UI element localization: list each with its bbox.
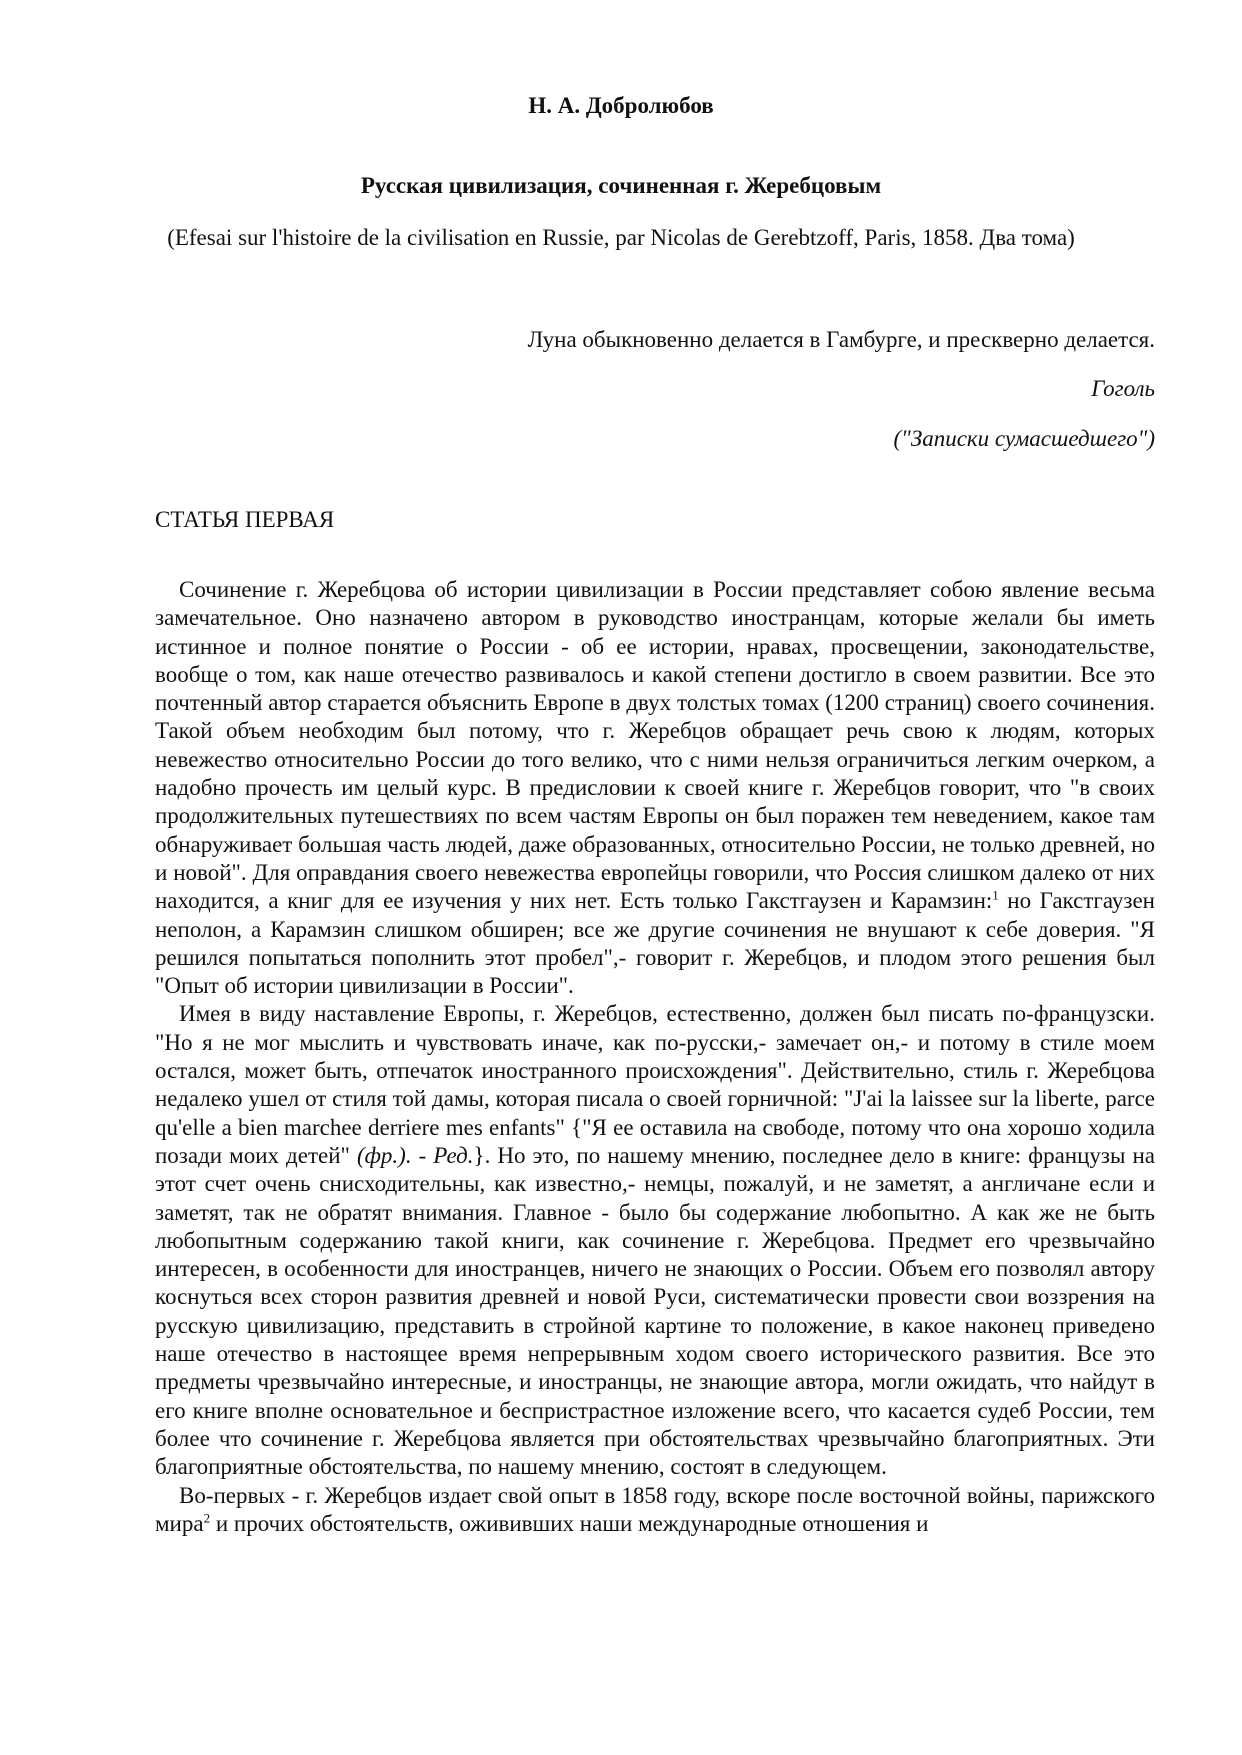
editor-note: (фр.). - Ред.: [356, 1142, 474, 1168]
article-subtitle: (Efesai sur l'histoire de la civilisation en Russie, par Nicolas de Gerebtzoff, Paris, 1858. Два тома): [167, 225, 1075, 250]
paragraph-3: [155, 1482, 1155, 1539]
paragraph-2-text-a: Имея в виду наставление Европы, г. Жеребцов, естественно, должен был писать по-французски. "Но я не мог мыслить и чувствовать иначе, как по-русски,- замечает он,- и потому в стиле моем остался, может быть, отпечаток иностранного происхождения". Действительно, стиль г. Жеребцова недалеко ушел от стиля той дамы, которая писала о своей горничной: "J'ai la laissee sur la liberte, parce qu'elle a bien marchee derriere mes enfants" {"Я ее оставила на свободе, потому что она хорошо ходила позади моих детей": [155, 1001, 1155, 1168]
paragraph-1-text-a: Сочинение г. Жеребцова об истории цивилизации в России представляет собою явление весьма замечательное. Оно назначено автором в руководство иностранцам, которые желали бы иметь истинное и полное понятие о России - об ее истории, нравах, просвещении, законодательстве, вообще о том, как наше отечество развивалось и какой степени достигло в своем развитии. Все это почтенный автор старается объяснить Европе в двух толстых томах (1200 страниц) своего сочинения. Такой объем необходим был потому, что г. Жеребцов обращает речь свою к людям, которых невежество относительно России до того велико, что с ними нельзя ограничиться легким очерком, а надобно прочесть им целый курс. В предисловии к своей книге г. Жеребцов говорит, что "в своих продолжительных путешествиях по всем частям Европы он был поражен тем неведением, какое там обнаруживает большая часть людей, даже образованных, относительно России, не только древней, но и новой". Для оправдания своего невежества европейцы говорили, что Россия слишком далеко от них находится, а книг для ее изучения у них нет. Есть только Гакстгаузен и Карамзин:: [155, 577, 1155, 914]
paragraph-1-text-b: но Гакстгаузен неполон, а Карамзин слишком обширен; все же другие сочинения не внушают к себе доверия. "Я решился попытаться пополнить этот пробел",- говорит г. Жеребцов, и плодом этого решения был "Опыт об истории цивилизации в России".: [155, 888, 1155, 999]
paragraph-2: [155, 1000, 1155, 1481]
footnote-ref-1[interactable]: 1: [992, 887, 999, 903]
footnote-ref-2[interactable]: 2: [203, 1510, 211, 1526]
paragraph-3-text-a: Во-первых - г. Жеребцов издает свой опыт в 1858 году, вскоре после восточной войны, парижского мира: [155, 1482, 1155, 1536]
epigraph-source: ("Записки сумасшедшего"): [893, 426, 1155, 451]
epigraph-author: Гоголь: [1091, 376, 1155, 401]
epigraph: [300, 327, 1155, 452]
author-name: Н. А. Добролюбов: [528, 93, 714, 118]
paragraph-3-text-b: и прочих обстоятельств, ожививших наши международные отношения и: [210, 1510, 929, 1536]
article-body: [155, 576, 1155, 1538]
epigraph-text: Луна обыкновенно делается в Гамбурге, и прескверно делается.: [527, 327, 1155, 352]
section-heading: СТАТЬЯ ПЕРВАЯ: [155, 507, 335, 532]
paragraph-1: [155, 576, 1155, 1000]
article-title: Русская цивилизация, сочиненная г. Жеребцовым: [360, 173, 882, 198]
paragraph-2-text-b: }. Но это, по нашему мнению, последнее дело в книге: французы на этот счет очень снисходительны, как известно,- немцы, пожалуй, и не заметят, а англичане если и заметят, так не обратят внимания. Главное - было бы содержание любопытно. А как же не быть любопытным содержанию такой книги, как сочинение г. Жеребцова. Предмет его чрезвычайно интересен, в особенности для иностранцев, ничего не знающих о России. Объем его позволял автору коснуться всех сторон развития древней и новой Руси, систематически провести свои воззрения на русскую цивилизацию, представить в стройной картине то положение, в какое наконец приведено наше отечество в настоящее время непрерывным ходом своего исторического развития. Все это предметы чрезвычайно интересные, и иностранцы, не знающие автора, могли ожидать, что найдут в его книге вполне основательное и беспристрастное изложение всего, что касается судеб России, тем более что сочинение г. Жеребцова является при обстоятельствах чрезвычайно благоприятных. Эти благоприятные обстоятельства, по нашему мнению, состоят в следующем.: [155, 1142, 1155, 1480]
